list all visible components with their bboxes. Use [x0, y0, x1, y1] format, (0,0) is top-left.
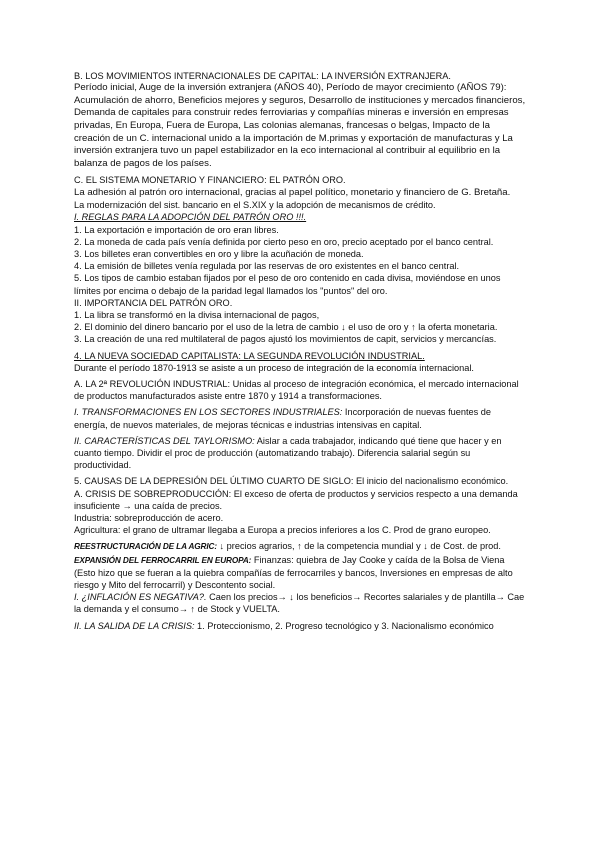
importance-heading: II. IMPORTANCIA DEL PATRÓN ORO.	[74, 297, 233, 308]
rule-5: 5. Los tipos de cambio estaban fijados por el peso de oro contenido en cada divisa, moviéndose en unos límites por encima o debajo de la paridad legal llamados los "puntos" del oro.	[74, 273, 501, 296]
rule-1: 1. La exportación e importación de oro eran libres.	[74, 224, 279, 235]
railway-expansion-text: Finanzas: quiebra de Jay Cooke y caída de la Bolsa de Viena (Esto hizo que se fueran a la quiebra compañías de ferrocarriles y bancos, Inversiones en empresas de alto riesgo y Mito del ferrocarril) y Descontento social.	[74, 554, 513, 591]
importance-2: 2. El dominio del dinero bancario por el uso de la letra de cambio ↓ el uso de oro y ↑ la oferta monetaria.	[74, 322, 498, 333]
rule-4: 4. La emisión de billetes venía regulada por las reservas de oro existentes en el banco central.	[74, 261, 460, 272]
taylorism-text: Aislar a cada trabajador, indicando qué tiene que hacer y en cuanto tiempo. Dividir el proc de producción (automatizando trabajo). Diferencia salarial según su productividad.	[74, 435, 502, 471]
overproduction-crisis: A. CRISIS DE SOBREPRODUCCIÓN: El exceso de oferta de productos y servicios respecto a una demanda insuficiente → una caída de precios.	[74, 488, 518, 511]
railway-expansion-para	[74, 554, 526, 592]
rule-2: 2. La moneda de cada país venía definida por cierto peso en oro, precio aceptado por el banco central.	[74, 236, 494, 247]
transformations-para	[74, 406, 526, 430]
agric-restructuring-text: ↓ precios agrarios, ↑ de la competencia mundial y ↓ de Cost. de prod.	[216, 541, 501, 552]
transformations-lead: I. TRANSFORMACIONES EN LOS SECTORES INDUSTRIALES:	[74, 407, 343, 418]
crisis-exit-lead: II. LA SALIDA DE LA CRISIS:	[74, 620, 195, 631]
section-5-heading: 5. CAUSAS DE LA DEPRESIÓN DEL ÚLTIMO CUARTO DE SIGLO: El inicio del nacionalismo económico.	[74, 476, 509, 487]
second-revolution: A. LA 2ª REVOLUCIÓN INDUSTRIAL: Unidas al proceso de integración económica, el mercado internacional de productos manufacturados asiste entre 1870 y 1914 a transformaciones.	[74, 379, 519, 402]
transformations-text: Incorporación de nuevas fuentes de energía, de nuevos materiales, de mejoras técnicas e industrias intensivas en capital.	[74, 407, 491, 430]
industry-line: Industria: sobreproducción de acero.	[74, 513, 224, 524]
agric-restructuring-lead: REESTRUCTURACIÓN DE LA AGRIC:	[74, 542, 217, 552]
inflation-text: Caen los precios→ ↓ los beneficios→ Recortes salariales y de plantilla→ Cae la demanda y el consumo→ ↑ de Stock y VUELTA.	[74, 592, 525, 615]
crisis-exit-para	[74, 620, 526, 632]
railway-expansion-lead: EXPANSIÓN DEL FERROCARRIL EN EUROPA:	[74, 555, 252, 565]
section-c-para-2: La modernización del sist. bancario en el S.XIX y la adopción de mecanismos de crédito.	[74, 200, 436, 211]
section-c-para-1: La adhesión al patrón oro internacional, gracias al papel político, monetario y financiero de G. Bretaña.	[74, 186, 511, 198]
inflation-para	[74, 591, 526, 615]
agric-restructuring-para	[74, 540, 526, 553]
taylorism-lead: II. CARACTERÍSTICAS DEL TAYLORISMO:	[74, 435, 255, 446]
importance-1: 1. La libra se transformó en la divisa internacional de pagos,	[74, 309, 320, 320]
section-4-intro: Durante el período 1870-1913 se asiste a un proceso de integración de la economía internacional.	[74, 362, 474, 373]
document-page	[74, 70, 526, 632]
section-b-heading: B. LOS MOVIMIENTOS INTERNACIONALES DE CAPITAL: LA INVERSIÓN EXTRANJERA.	[74, 71, 451, 81]
inflation-lead: I. ¿INFLACIÓN ES NEGATIVA?.	[74, 592, 207, 603]
crisis-exit-text: 1. Proteccionismo, 2. Progreso tecnológico y 3. Nacionalismo económico	[194, 620, 494, 631]
section-b-body: Período inicial, Auge de la inversión extranjera (AÑOS 40), Período de mayor crecimiento (AÑOS 79): Acumulación de ahorro, Beneficios mejores y seguros, Desarrollo de instituciones y mercados financieros, Demanda de capitales para construir redes ferroviarias y compañías mineras e inversión en empresas privadas, En Europa, Fuera de Europa, Las colonias alemanas, francesas o belgas, Impacto de la creación de un C. internacional unido a la importación de M.primas y exportación de manufacturas y La inversión extranjera tuvo un papel estabilizador en la eco internacional al contribuir al equilibrio en la balanza de pagos de los países.	[74, 82, 526, 169]
taylorism-para	[74, 435, 526, 472]
rules-heading: I. REGLAS PARA LA ADOPCIÓN DEL PATRÓN ORO !!!.	[74, 212, 307, 223]
importance-3: 3. La creación de una red multilateral de pagos ajustó los movimientos de capit, servicios y mercancías.	[74, 334, 497, 345]
section-4-heading: 4. LA NUEVA SOCIEDAD CAPITALISTA: LA SEGUNDA REVOLUCIÓN INDUSTRIAL.	[74, 350, 425, 361]
agriculture-line: Agricultura: el grano de ultramar llegaba a Europa a precios inferiores a los C. Prod de grano europeo.	[74, 525, 491, 536]
section-c-heading: C. EL SISTEMA MONETARIO Y FINANCIERO: EL PATRÓN ORO.	[74, 175, 346, 186]
rule-3: 3. Los billetes eran convertibles en oro y libre la acuñación de moneda.	[74, 248, 364, 259]
